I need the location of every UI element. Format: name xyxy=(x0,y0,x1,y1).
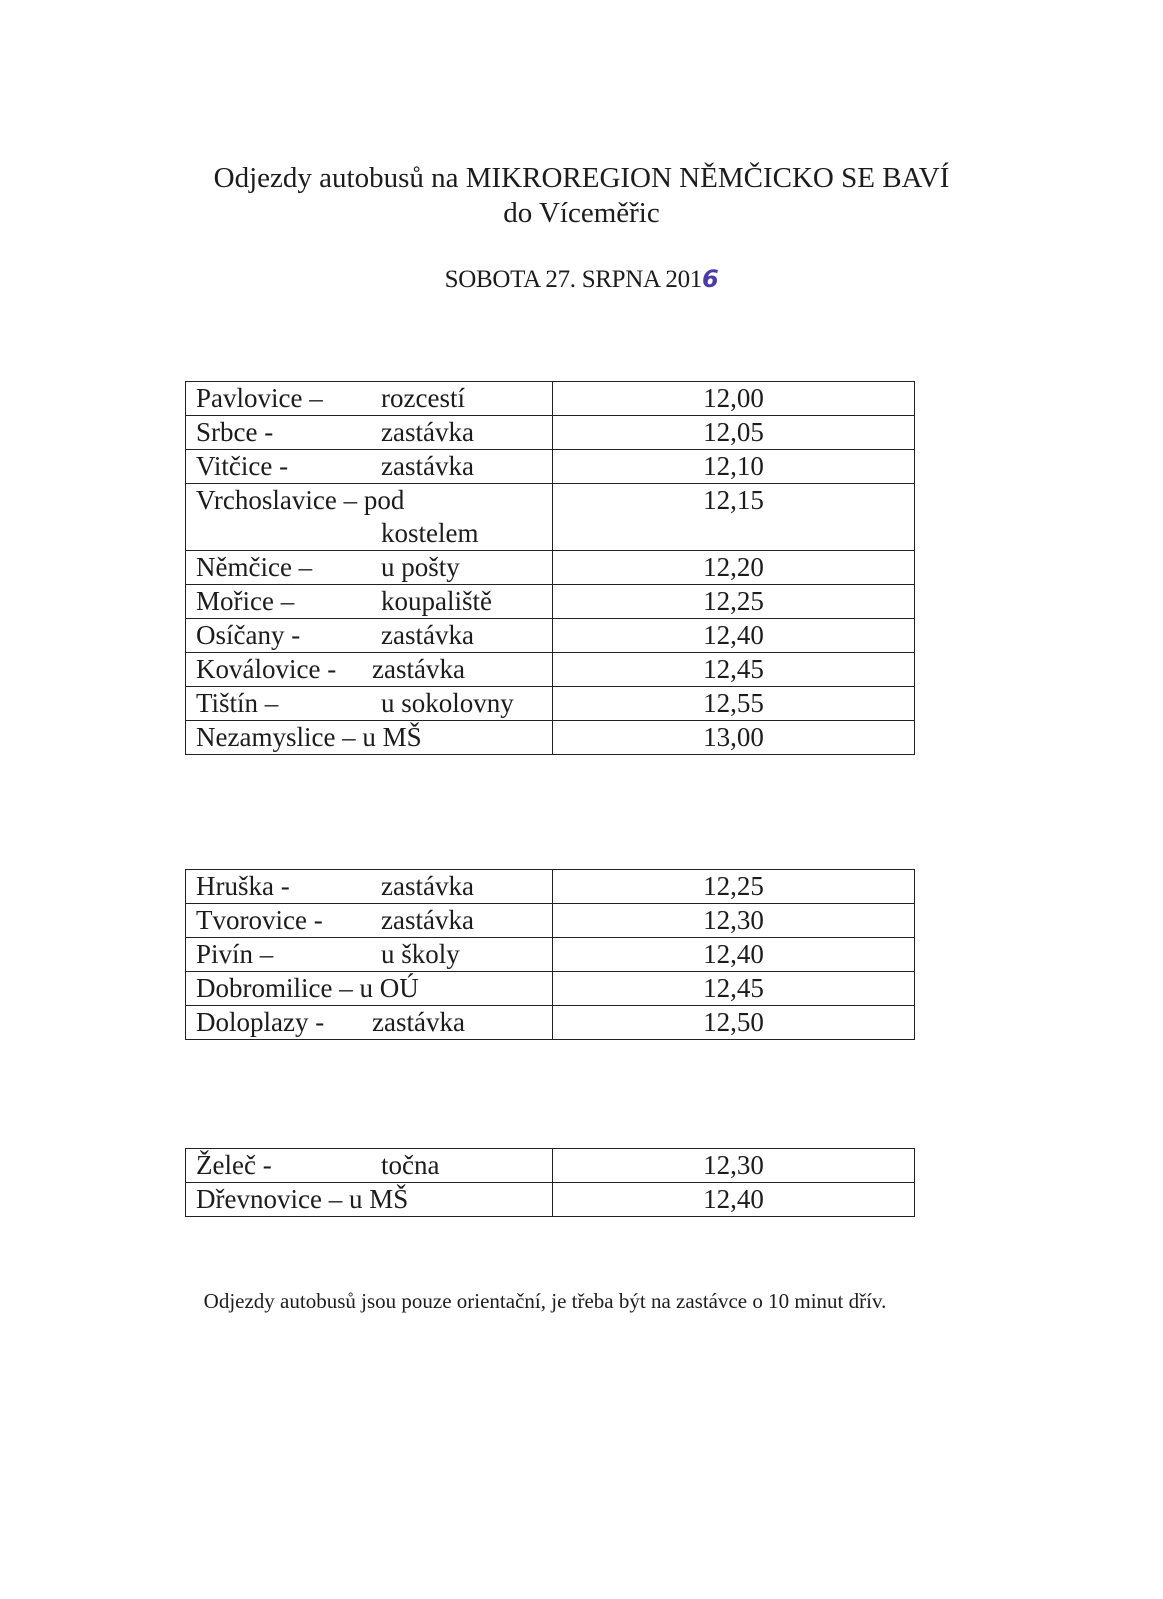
stop-cell xyxy=(186,1149,553,1183)
stop-cell xyxy=(186,551,553,585)
town-name: Pivín – xyxy=(196,939,274,969)
schedule-table-3 xyxy=(185,1148,915,1217)
event-date-printed: SOBOTA 27. SRPNA 201 xyxy=(444,266,702,293)
table-row xyxy=(186,416,915,450)
town-name: Vrchoslavice – pod xyxy=(196,485,405,515)
stop-cell xyxy=(186,870,553,904)
town-name: Hruška - xyxy=(196,871,290,901)
town-name: Vitčice - xyxy=(196,451,289,481)
town-name: Srbce - xyxy=(196,417,274,447)
table-row xyxy=(186,484,915,551)
table-row xyxy=(186,938,915,972)
town-name: Němčice – xyxy=(196,552,313,582)
departure-time: 12,20 xyxy=(553,551,915,585)
table-row xyxy=(186,653,915,687)
stop-name: u pošty xyxy=(381,552,460,582)
stop-cell xyxy=(186,972,553,1006)
stop-cell xyxy=(186,687,553,721)
table-row xyxy=(186,1149,915,1183)
stop-cell xyxy=(186,1183,553,1217)
page-subtitle: do Víceměřic xyxy=(503,197,660,229)
departure-time: 12,40 xyxy=(553,938,915,972)
stop-cell xyxy=(186,721,553,755)
schedule-table-2 xyxy=(185,869,915,1040)
stop-name: zastávka xyxy=(381,620,474,650)
stop-name: zastávka xyxy=(372,1007,465,1037)
stop-name: zastávka xyxy=(381,905,474,935)
departure-time: 12,40 xyxy=(553,619,915,653)
stop-name: kostelem xyxy=(381,518,479,548)
departure-time: 12,10 xyxy=(553,450,915,484)
town-name: Želeč - xyxy=(196,1150,272,1180)
table-row xyxy=(186,585,915,619)
table-row xyxy=(186,619,915,653)
departure-time: 12,30 xyxy=(553,1149,915,1183)
table-row xyxy=(186,721,915,755)
stop-name: zastávka xyxy=(381,871,474,901)
town-name: Tištín – xyxy=(196,688,279,718)
stop-cell xyxy=(186,484,553,551)
departure-time: 13,00 xyxy=(553,721,915,755)
departure-time: 12,40 xyxy=(553,1183,915,1217)
departure-time: 12,15 xyxy=(553,484,915,551)
town-name: Nezamyslice – u MŠ xyxy=(196,722,422,752)
stop-cell xyxy=(186,653,553,687)
departure-time: 12,45 xyxy=(553,653,915,687)
departure-time: 12,05 xyxy=(553,416,915,450)
stop-cell xyxy=(186,1006,553,1040)
departure-time: 12,25 xyxy=(553,870,915,904)
departure-time: 12,50 xyxy=(553,1006,915,1040)
town-name: Pavlovice – xyxy=(196,383,323,413)
departure-time: 12,45 xyxy=(553,972,915,1006)
handwritten-year-digit: 6 xyxy=(701,265,719,293)
table-row xyxy=(186,972,915,1006)
stop-name: u školy xyxy=(381,939,460,969)
table-row xyxy=(186,904,915,938)
town-name: Dobromilice – u OÚ xyxy=(196,973,419,1003)
departure-time: 12,30 xyxy=(553,904,915,938)
town-name: Osíčany - xyxy=(196,620,301,650)
event-date xyxy=(0,262,1163,297)
stop-name: zastávka xyxy=(372,654,465,684)
table-row xyxy=(186,382,915,416)
table-row xyxy=(186,450,915,484)
footer-note: Odjezdy autobusů jsou pouze orientační, je třeba být na zastávce o 10 minut dřív. xyxy=(203,1289,887,1313)
town-name: Doloplazy - xyxy=(196,1007,325,1037)
table-row xyxy=(186,1183,915,1217)
table-row xyxy=(186,870,915,904)
table-row xyxy=(186,551,915,585)
table-row xyxy=(186,1006,915,1040)
stop-cell xyxy=(186,938,553,972)
stop-name: u sokolovny xyxy=(381,688,514,718)
departure-time: 12,55 xyxy=(553,687,915,721)
schedule-table-1 xyxy=(185,381,915,755)
page-title: Odjezdy autobusů na MIKROREGION NĚMČICKO SE BAVÍ xyxy=(213,162,950,194)
departure-time: 12,00 xyxy=(553,382,915,416)
town-name: Koválovice - xyxy=(196,654,337,684)
town-name: Mořice – xyxy=(196,586,295,616)
stop-cell xyxy=(186,904,553,938)
town-name: Tvorovice - xyxy=(196,905,323,935)
stop-cell xyxy=(186,450,553,484)
stop-cell xyxy=(186,382,553,416)
stop-cell xyxy=(186,619,553,653)
stop-cell xyxy=(186,585,553,619)
stop-name: zastávka xyxy=(381,417,474,447)
stop-name: koupaliště xyxy=(381,586,492,616)
stop-name: točna xyxy=(381,1150,440,1180)
departure-time: 12,25 xyxy=(553,585,915,619)
stop-cell xyxy=(186,416,553,450)
town-name: Dřevnovice – u MŠ xyxy=(196,1184,409,1214)
stop-name: rozcestí xyxy=(381,383,465,413)
stop-name: zastávka xyxy=(381,451,474,481)
table-row xyxy=(186,687,915,721)
